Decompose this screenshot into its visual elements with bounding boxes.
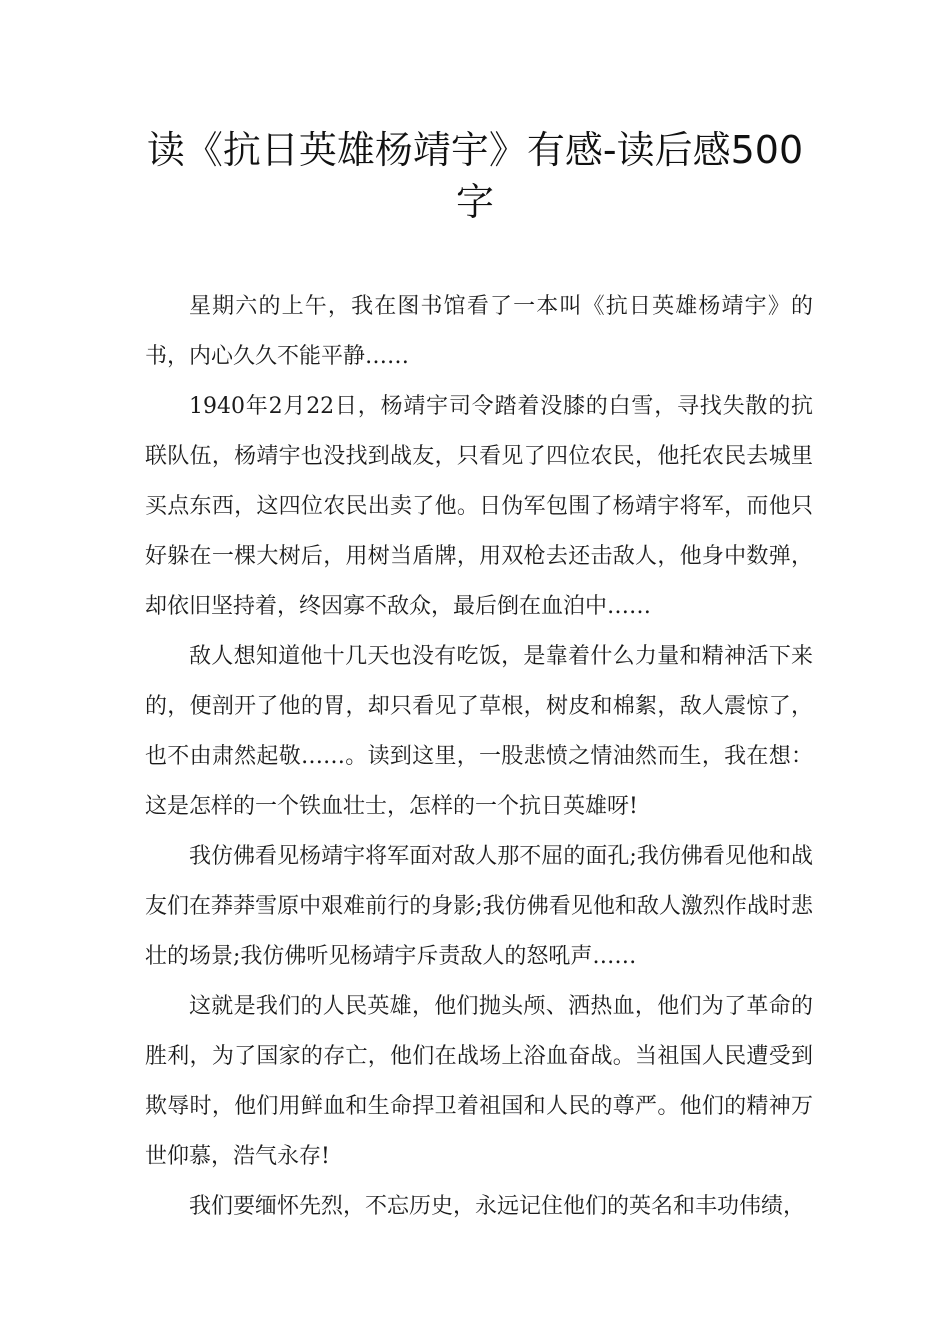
paragraph: 星期六的上午，我在图书馆看了一本叫《抗日英雄杨靖宇》的书，内心久久不能平静…… bbox=[145, 294, 813, 369]
paragraph: 1940年2月22日，杨靖宇司令踏着没膝的白雪，寻找失散的抗联队伍，杨靖宇也没找到战友，只看见了四位农民，他托农民去城里买点东西，这四位农民出卖了他。日伪军包围了杨靖宇将军，而他只好躲在一棵大树后，用树当盾牌，用双枪去还击敌人，他身中数弹，却依旧坚持着，终因寡不敌众，最后倒在血泊中…… bbox=[145, 394, 813, 619]
paragraph: 我们要缅怀先烈，不忘历史，永远记住他们的英名和丰功伟绩， bbox=[189, 1194, 806, 1219]
paragraph: 我仿佛看见杨靖宇将军面对敌人那不屈的面孔;我仿佛看见他和战友们在莽莽雪原中艰难前行的身影;我仿佛看见他和敌人激烈作战时悲壮的场景;我仿佛听见杨靖宇斥责敌人的怒吼声…… bbox=[145, 844, 813, 969]
paragraph: 这就是我们的人民英雄，他们抛头颅、洒热血，他们为了革命的胜利，为了国家的存亡，他们在战场上浴血奋战。当祖国人民遭受到欺辱时，他们用鲜血和生命捍卫着祖国和人民的尊严。他们的精神万世仰慕，浩气永存! bbox=[145, 994, 813, 1169]
document-title: 读《抗日英雄杨靖宇》有感-读后感500字 bbox=[146, 128, 804, 224]
document-body bbox=[145, 282, 813, 1232]
paragraph: 敌人想知道他十几天也没有吃饭，是靠着什么力量和精神活下来的，便剖开了他的胃，却只看见了草根，树皮和棉絮，敌人震惊了，也不由肃然起敬……。读到这里，一股悲愤之情油然而生，我在想：这是怎样的一个铁血壮士，怎样的一个抗日英雄呀! bbox=[145, 644, 813, 819]
